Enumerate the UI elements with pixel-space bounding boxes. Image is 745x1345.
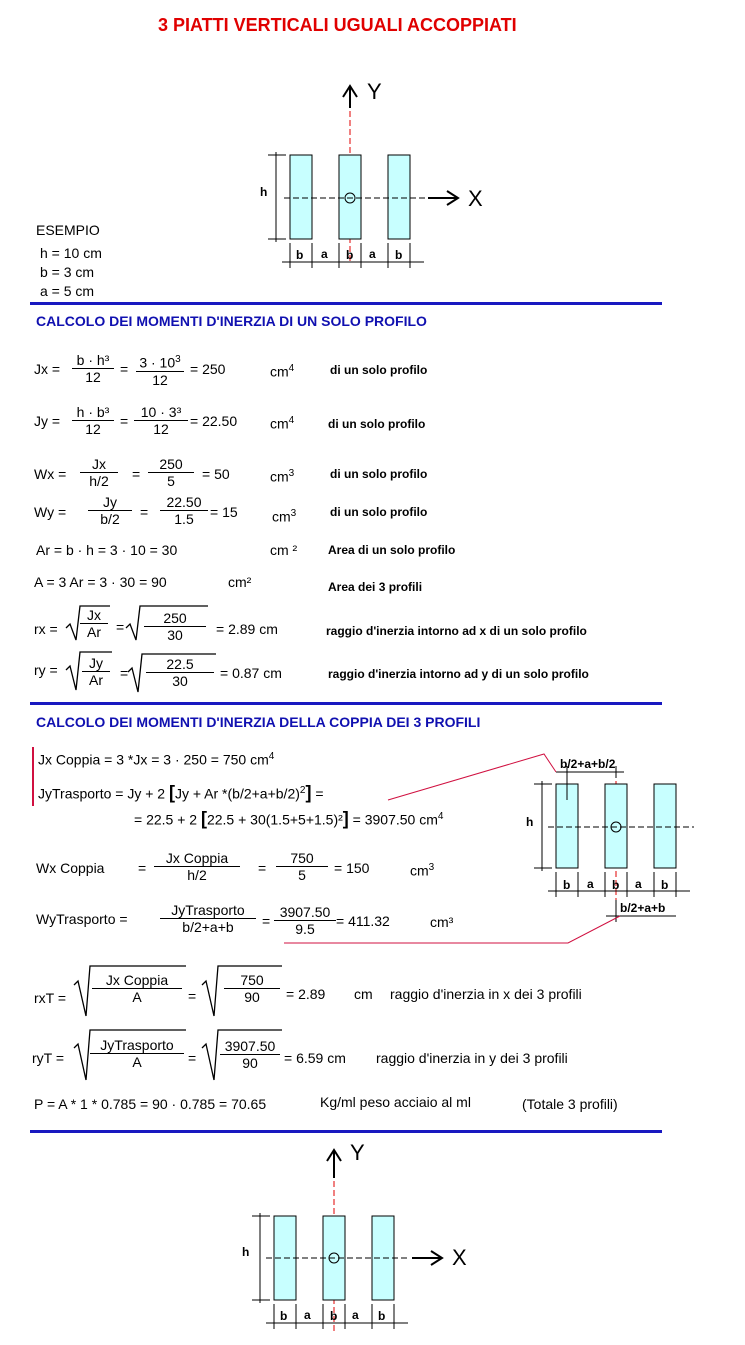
formula-jy-lhs: Jy = (34, 413, 61, 429)
formula-wx-coppia-frac2: $\frac{750}{5}$ (276, 850, 328, 883)
formula-ar: Ar = b · h = 3 · 10 = 30 (36, 542, 178, 558)
section-rule (30, 702, 662, 705)
b-label: b (563, 878, 571, 892)
formula-wx-frac1: $\frac{Jx}{h/2}$ (80, 456, 118, 489)
formula-jx-frac2: $\frac{3 \cdot 10^3}{12}$ (136, 352, 184, 388)
note-area-solo: Area di un solo profilo (328, 543, 456, 557)
formula-wx-coppia-lhs: Wx Coppia (36, 860, 105, 876)
note-p: (Totale 3 profili) (522, 1096, 618, 1112)
plate-left (290, 155, 312, 239)
note-rxt: raggio d'inerzia in x dei 3 profili (390, 986, 582, 1002)
formula-rxt-lhs: rxT = (34, 990, 67, 1006)
formula-wx-lhs: Wx = (34, 466, 67, 482)
formula-ry-frac2: $\frac{22.5}{30}$ (146, 656, 214, 689)
formula-rxt-unit: cm (354, 986, 373, 1002)
b-label: b (330, 1309, 338, 1323)
note-solo: di un solo profilo (328, 417, 426, 431)
formula-rxt-frac2: $\frac{750}{90}$ (224, 972, 280, 1005)
note-solo: di un solo profilo (330, 505, 428, 519)
formula-wy-frac2: $\frac{22.50}{1.5}$ (160, 494, 208, 527)
dim-top-label: b/2+a+b/2 (560, 757, 616, 771)
formula-rx-frac2: $\frac{250}{30}$ (144, 610, 206, 643)
formula-rx-lhs: rx = (34, 621, 58, 637)
formula-rx-frac1: $\frac{Jx}{Ar}$ (80, 607, 108, 640)
formula-wx-result: = 50 (202, 466, 230, 482)
b-label: b (346, 248, 354, 262)
formula-a: A = 3 Ar = 3 · 30 = 90 (34, 574, 167, 590)
formula-ryt-frac1: JyTrasporto A (90, 1037, 184, 1070)
section-rule (30, 1130, 662, 1133)
formula-wy-trasporto-result: = 411.32 (336, 913, 390, 929)
formula-ryt-frac2: $\frac{3907.50}{90}$ (220, 1038, 280, 1071)
formula-wy-unit: $cm^3$ (272, 508, 297, 525)
example-a: a = 5 cm (40, 283, 95, 299)
formula-ryt-lhs: ryT = (32, 1050, 65, 1066)
plate-center (339, 155, 361, 239)
formula-wx-frac2: $\frac{250}{5}$ (148, 456, 194, 489)
b-label: b (612, 878, 620, 892)
dim-bottom-label: b/2+a+b (620, 901, 666, 915)
formula-jy-unit: $cm^4$ (270, 415, 295, 432)
x-axis-label: X (468, 186, 483, 211)
note-ryt: raggio d'inerzia in y dei 3 profili (376, 1050, 568, 1066)
diagram-top (268, 86, 458, 268)
formula-wy-trasporto-unit: cm³ (430, 914, 454, 930)
formula-jx-coppia: Jx Coppia = 3 *Jx = 3 · 250 = 750 $cm^4$ (38, 751, 275, 768)
formula-rxt-result: = 2.89 (286, 986, 326, 1002)
formula-jx-frac1: $\frac{\text{b · h³}}{12}$ (72, 352, 114, 385)
formula-wy-trasporto-frac2: $\frac{3907.50}{9.5}$ (274, 904, 336, 937)
formula-ry-result: = 0.87 cm (220, 665, 282, 681)
a-label: a (352, 1308, 359, 1322)
formula-rx-result: = 2.89 cm (216, 621, 278, 637)
section-title-2: CALCOLO DEI MOMENTI D'INERZIA DELLA COPPIA DEI 3 PROFILI (36, 714, 481, 730)
y-axis-label: Y (367, 79, 382, 104)
formula-wy-trasporto-frac1: JyTrasporto b/2+a+b (160, 902, 256, 935)
formula-jx-unit: $cm^4$ (270, 363, 295, 380)
formula-jy-trasporto: JyTrasporto = Jy + 2 [Jy + Ar $*(b/2+a+b/2)^2$] = (38, 782, 324, 803)
callout-line-top (388, 754, 556, 800)
h-label: h (260, 185, 268, 199)
plate-center (605, 784, 627, 868)
a-label: a (304, 1308, 311, 1322)
a-label: a (635, 877, 642, 891)
formula-rxt-frac1: Jx Coppia A (92, 972, 182, 1005)
plate-right (388, 155, 410, 239)
note-area-3: Area dei 3 profili (328, 580, 423, 594)
formula-a-unit: cm² (228, 574, 252, 590)
page: 3 PIATTI VERTICALI UGUALI ACCOPPIATI Y X h b a b a b ESEMPIO h = 10 cm b = 3 cm a = 5 cm CALCOLO DEI MOMENTI D'INERZIA DI UN SOLO PROFILO Jx = $\frac{\text{b · h³}}{12}$ = $\frac{3 \cdot 10^3}{12}$ = 250 $cm^4$ di un solo profilo Jy = $\frac{\text{h · b³}}{12}$ = $\frac{\text{10 · 3³}}{12}$ = 22.50 $cm^4$ di un solo profilo Wx = $\frac{Jx}{h/2}$ = $\frac{250}{5}$ = 50 $cm^3$ di un solo profilo Wy = $\frac{Jy}{b/2}$ = $\frac{22.50}{1.5}$ = 15 $cm^3$ di un solo profilo Ar = b · h = 3 · 10 = 30 cm ² Area di un solo profilo A = 3 Ar = 3 · 30 = 90 cm² Area dei 3 profili rx = $\frac{Jx}{Ar}$ = $\frac{250}{30}$ = 2.89 cm raggio d'inerzia intorno ad x di un solo profilo ry = $\frac{Jy}{Ar}$ = $\frac{22.5}{30}$ = 0.87 cm raggio d'inerzia intorno ad y di un solo profilo CALCOLO DEI MOMENTI D'INERZIA DELLA COPPIA DEI 3 PROFILI Jx Coppia = 3 *Jx = 3 · 250 = 750 $cm^4$ JyTrasporto = Jy + 2 [Jy + Ar $*(b/2+a+b/2)^2$] = = 22.5 + 2 [22.5 + 30(1.5+5+1.5)²] = 3907.50 $cm^4$ b/2+a+b/2 h b a b a b b/2+a+b Wx Coppia = Jx Coppia h/2 = $\frac{750}{5}$ = 150 $cm^3$ WyTrasporto = JyTrasporto b/2+a+b = $\frac{3907.50}{9.5}$ = 411.32 cm³ rxT = Jx Coppia A = $\frac{750}{90}$ = 2.89 cm raggio d'inerzia in x dei 3 profili ryT = JyTrasporto A = $\frac{3907.50}{90}$ = 6.59 cm raggio d'inerzia in y dei 3 profili P = A * 1 * 0.785 = 90 · 0.785 = 70.65 Kg/ml peso acciaio al ml (Totale 3 profili) Y X h b a b a b (0, 0, 745, 1345)
x-axis-label: X (452, 1245, 467, 1270)
formula-jy-result: = 22.50 (190, 413, 238, 429)
formula-wy-trasporto-lhs: WyTrasporto = (36, 911, 128, 927)
note-ry: raggio d'inerzia intorno ad y di un solo profilo (328, 667, 589, 681)
formula-ry-frac1: $\frac{Jy}{Ar}$ (82, 655, 110, 688)
h-label: h (242, 1245, 250, 1259)
formula-jy-trasporto-result: = 22.5 + 2 [22.5 + 30(1.5+5+1.5)²] = 3907.50 $cm^4$ (134, 808, 444, 829)
formula-wx-coppia-frac1: Jx Coppia h/2 (154, 850, 240, 883)
a-label: a (587, 877, 594, 891)
formula-p-unit: Kg/ml peso acciaio al ml (320, 1094, 471, 1110)
note-solo: di un solo profilo (330, 363, 428, 377)
formula-jy-frac1: $\frac{\text{h · b³}}{12}$ (72, 404, 114, 437)
a-label: a (369, 247, 376, 261)
formula-wy-lhs: Wy = (34, 504, 67, 520)
formula-wy-frac1: $\frac{Jy}{b/2}$ (88, 494, 132, 527)
example-label: ESEMPIO (36, 222, 100, 238)
b-label: b (296, 248, 304, 262)
example-h: h = 10 cm (40, 245, 102, 261)
formula-wx-coppia-unit: $cm^3$ (410, 862, 435, 879)
formula-jy-frac2: $\frac{\text{10 · 3³}}{12}$ (134, 404, 188, 437)
formula-wx-coppia-result: = 150 (334, 860, 370, 876)
section-rule (30, 302, 662, 305)
page-title: 3 PIATTI VERTICALI UGUALI ACCOPPIATI (158, 15, 517, 35)
formula-ry-lhs: ry = (34, 662, 58, 678)
formula-wx-unit: $cm^3$ (270, 468, 295, 485)
note-rx: raggio d'inerzia intorno ad x di un solo profilo (326, 624, 587, 638)
formula-jx-lhs: Jx = (34, 361, 61, 377)
formula-wy-result: = 15 (210, 504, 238, 520)
formula-ar-unit: cm ² (270, 542, 298, 558)
section-title-1: CALCOLO DEI MOMENTI D'INERZIA DI UN SOLO PROFILO (36, 313, 427, 329)
diagram-bottom (252, 1150, 442, 1333)
b-label: b (280, 1309, 288, 1323)
b-label: b (395, 248, 403, 262)
b-label: b (378, 1309, 386, 1323)
plate-right (654, 784, 676, 868)
note-solo: di un solo profilo (330, 467, 428, 481)
example-b: b = 3 cm (40, 264, 95, 280)
a-label: a (321, 247, 328, 261)
y-axis-label: Y (350, 1140, 365, 1165)
formula-ryt-result: = 6.59 cm (284, 1050, 346, 1066)
b-label: b (661, 878, 669, 892)
formula-jx-result: = 250 (190, 361, 226, 377)
h-label: h (526, 815, 534, 829)
formula-p: P = A * 1 * 0.785 = 90 · 0.785 = 70.65 (34, 1096, 267, 1112)
